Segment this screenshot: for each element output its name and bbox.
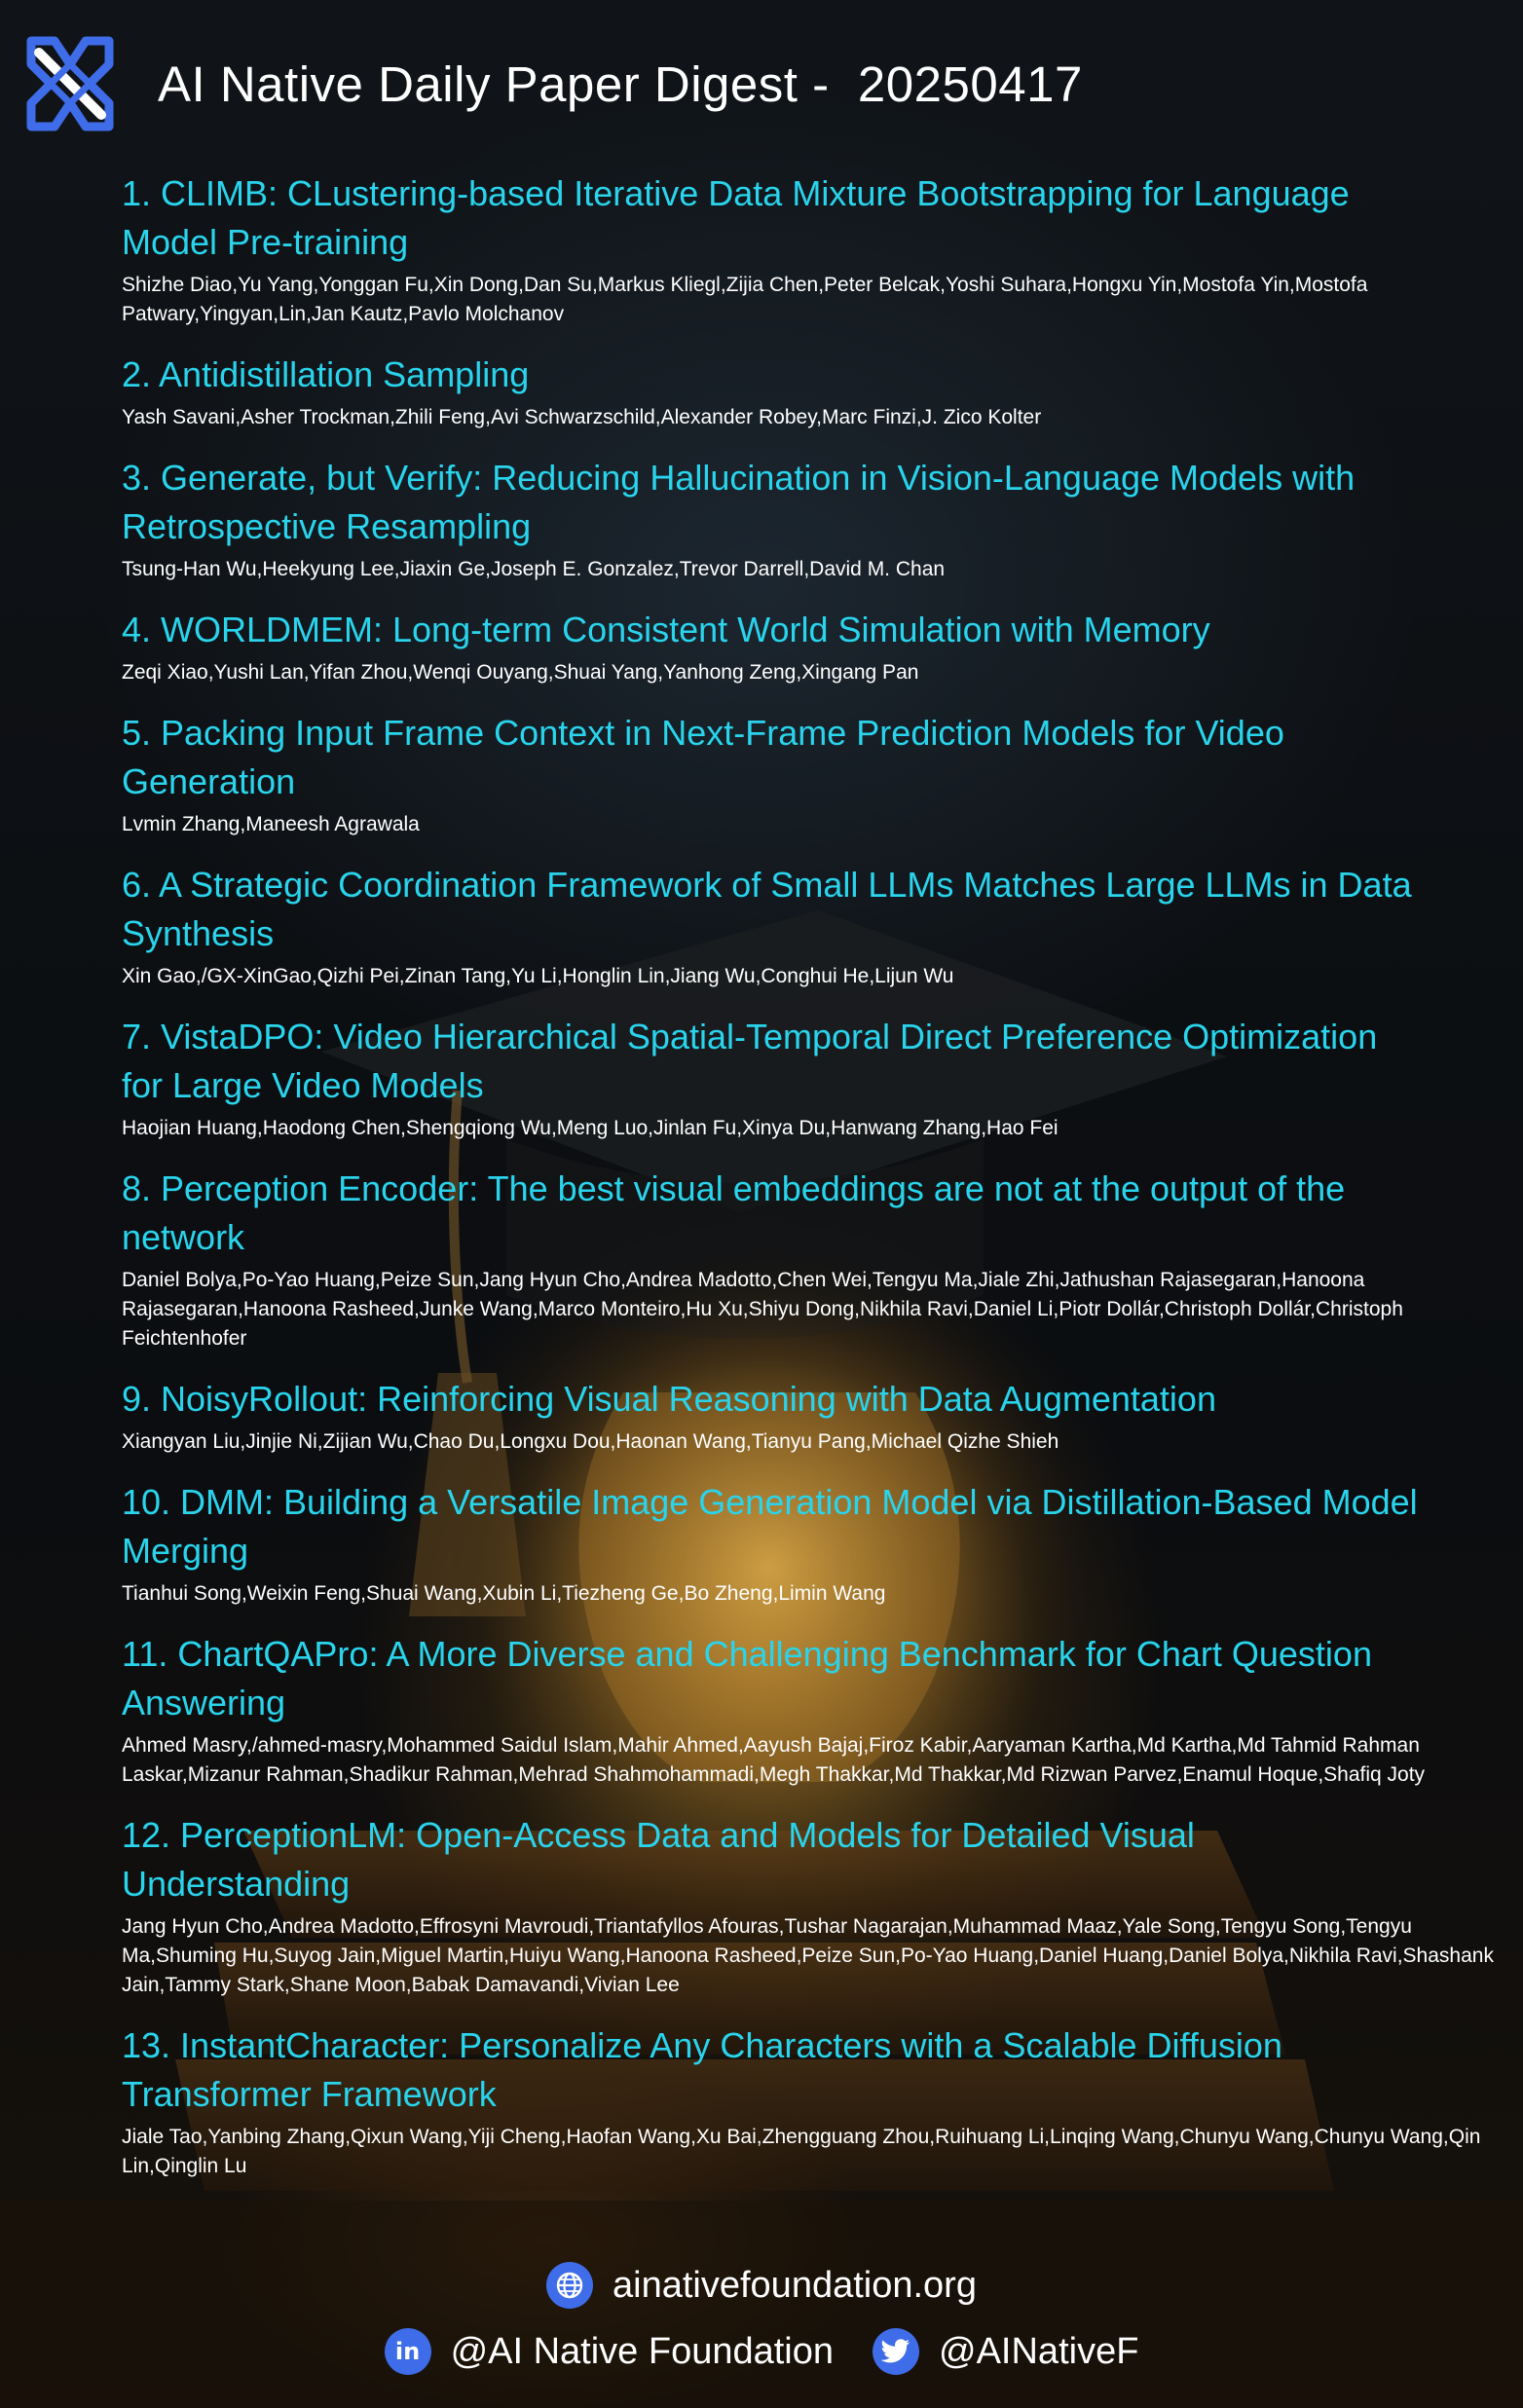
paper-item (122, 1811, 1514, 2000)
paper-item (122, 1165, 1514, 1353)
paper-item (122, 1478, 1514, 1609)
paper-title-link[interactable]: 2. Antidistillation Sampling (122, 354, 530, 394)
paper-title-link[interactable]: 8. Perception Encoder: The best visual embeddings are not at the output of the network (122, 1168, 1346, 1257)
paper-authors: Shizhe Diao,Yu Yang,Yonggan Fu,Xin Dong,Dan Su,Markus Kliegl,Zijia Chen,Peter Belcak,Yoshi Suhara,Hongxu Yin,Mostofa Yin,Mostofa Patwary,Yingyan,Lin,Jan Kautz,Pavlo Molchanov (122, 274, 1368, 325)
paper-item (122, 606, 1514, 687)
paper-authors: Zeqi Xiao,Yushi Lan,Yifan Zhou,Wenqi Ouyang,Shuai Yang,Yanhong Zeng,Xingang Pan (122, 661, 919, 684)
paper-authors: Yash Savani,Asher Trockman,Zhili Feng,Avi Schwarzschild,Alexander Robey,Marc Finzi,J. Zico Kolter (122, 406, 1042, 428)
paper-title-link[interactable]: 7. VistaDPO: Video Hierarchical Spatial-Temporal Direct Preference Optimization for Large Video Models (122, 1017, 1378, 1105)
paper-item (122, 1013, 1514, 1143)
page-title: AI Native Daily Paper Digest - 20250417 (158, 56, 1083, 112)
paper-item (122, 2021, 1514, 2181)
footer-social (0, 2321, 1523, 2382)
ai-native-logo-icon (21, 35, 119, 132)
paper-title-link[interactable]: 4. WORLDMEM: Long-term Consistent World Simulation with Memory (122, 610, 1210, 649)
paper-title-link[interactable]: 1. CLIMB: CLustering-based Iterative Data Mixture Bootstrapping for Language Model Pre-training (122, 173, 1350, 262)
linkedin-icon: in (385, 2328, 431, 2375)
paper-item (122, 1630, 1514, 1790)
paper-item (122, 1375, 1514, 1457)
paper-title-link[interactable]: 13. InstantCharacter: Personalize Any Characters with a Scalable Diffusion Transformer Framework (122, 2025, 1282, 2114)
paper-authors: Haojian Huang,Haodong Chen,Shengqiong Wu,Meng Luo,Jinlan Fu,Xinya Du,Hanwang Zhang,Hao Fei (122, 1117, 1059, 1139)
paper-authors: Ahmed Masry,/ahmed-masry,Mohammed Saidul Islam,Mahir Ahmed,Aayush Bajaj,Firoz Kabir,Aaryaman Kartha,Md Kartha,Md Tahmid Rahman Laskar,Mizanur Rahman,Shadikur Rahman,Mehrad Shahmohammadi,Megh Thakkar,Md Thakkar,Md Rizwan Parvez,Enamul Hoque,Shafiq Joty (122, 1734, 1426, 1786)
website-link[interactable]: ainativefoundation.org (613, 2264, 977, 2306)
paper-title-link[interactable]: 12. PerceptionLM: Open-Access Data and Models for Detailed Visual Understanding (122, 1815, 1195, 1904)
twitter-bird-icon (873, 2328, 919, 2375)
header (21, 35, 1083, 132)
paper-item (122, 351, 1514, 432)
paper-authors: Daniel Bolya,Po-Yao Huang,Peize Sun,Jang Hyun Cho,Andrea Madotto,Chen Wei,Tengyu Ma,Jiale Zhi,Jathushan Rajasegaran,Hanoona Rajasegaran,Hanoona Rasheed,Junke Wang,Marco Monteiro,Hu Xu,Shiyu Dong,Nikhila Ravi,Daniel Li,Piotr Dollár,Christoph Dollár,Christoph Feichtenhofer (122, 1269, 1403, 1350)
paper-item (122, 861, 1514, 991)
paper-list (122, 169, 1514, 2203)
paper-title-link[interactable]: 5. Packing Input Frame Context in Next-Frame Prediction Models for Video Generation (122, 713, 1284, 801)
paper-authors: Xiangyan Liu,Jinjie Ni,Zijian Wu,Chao Du,Longxu Dou,Haonan Wang,Tianyu Pang,Michael Qizhe Shieh (122, 1430, 1059, 1453)
paper-item (122, 169, 1514, 329)
paper-title-link[interactable]: 6. A Strategic Coordination Framework of Small LLMs Matches Large LLMs in Data Synthesis (122, 865, 1412, 953)
paper-authors: Jang Hyun Cho,Andrea Madotto,Effrosyni Mavroudi,Triantafyllos Afouras,Tushar Nagarajan,Muhammad Maaz,Yale Song,Tengyu Song,Tengyu Ma,Shuming Hu,Suyog Jain,Miguel Martin,Huiyu Wang,Hanoona Rasheed,Peize Sun,Po-Yao Huang,Daniel Huang,Daniel Bolya,Nikhila Ravi,Shashank Jain,Tammy Stark,Shane Moon,Babak Damavandi,Vivian Lee (122, 1915, 1494, 1996)
paper-authors: Lvmin Zhang,Maneesh Agrawala (122, 813, 420, 835)
paper-item (122, 454, 1514, 584)
twitter-link[interactable]: @AINativeF (939, 2330, 1139, 2372)
paper-authors: Tianhui Song,Weixin Feng,Shuai Wang,Xubin Li,Tiezheng Ge,Bo Zheng,Limin Wang (122, 1582, 886, 1605)
paper-authors: Xin Gao,/GX-XinGao,Qizhi Pei,Zinan Tang,Yu Li,Honglin Lin,Jiang Wu,Conghui He,Lijun Wu (122, 965, 954, 987)
paper-title-link[interactable]: 9. NoisyRollout: Reinforcing Visual Reasoning with Data Augmentation (122, 1379, 1216, 1419)
linkedin-link[interactable]: @AI Native Foundation (450, 2330, 835, 2372)
paper-item (122, 709, 1514, 839)
paper-title-link[interactable]: 3. Generate, but Verify: Reducing Hallucination in Vision-Language Models with Retrospective Resampling (122, 458, 1356, 546)
footer-website (0, 2257, 1523, 2314)
paper-title-link[interactable]: 10. DMM: Building a Versatile Image Generation Model via Distillation-Based Model Merging (122, 1482, 1418, 1571)
paper-authors: Tsung-Han Wu,Heekyung Lee,Jiaxin Ge,Joseph E. Gonzalez,Trevor Darrell,David M. Chan (122, 558, 946, 580)
globe-icon (546, 2262, 593, 2309)
paper-title-link[interactable]: 11. ChartQAPro: A More Diverse and Challenging Benchmark for Chart Question Answering (122, 1634, 1372, 1723)
paper-authors: Jiale Tao,Yanbing Zhang,Qixun Wang,Yiji Cheng,Haofan Wang,Xu Bai,Zhengguang Zhou,Ruihuang Li,Linqing Wang,Chunyu Wang,Chunyu Wang,Qin Lin,Qinglin Lu (122, 2126, 1481, 2177)
